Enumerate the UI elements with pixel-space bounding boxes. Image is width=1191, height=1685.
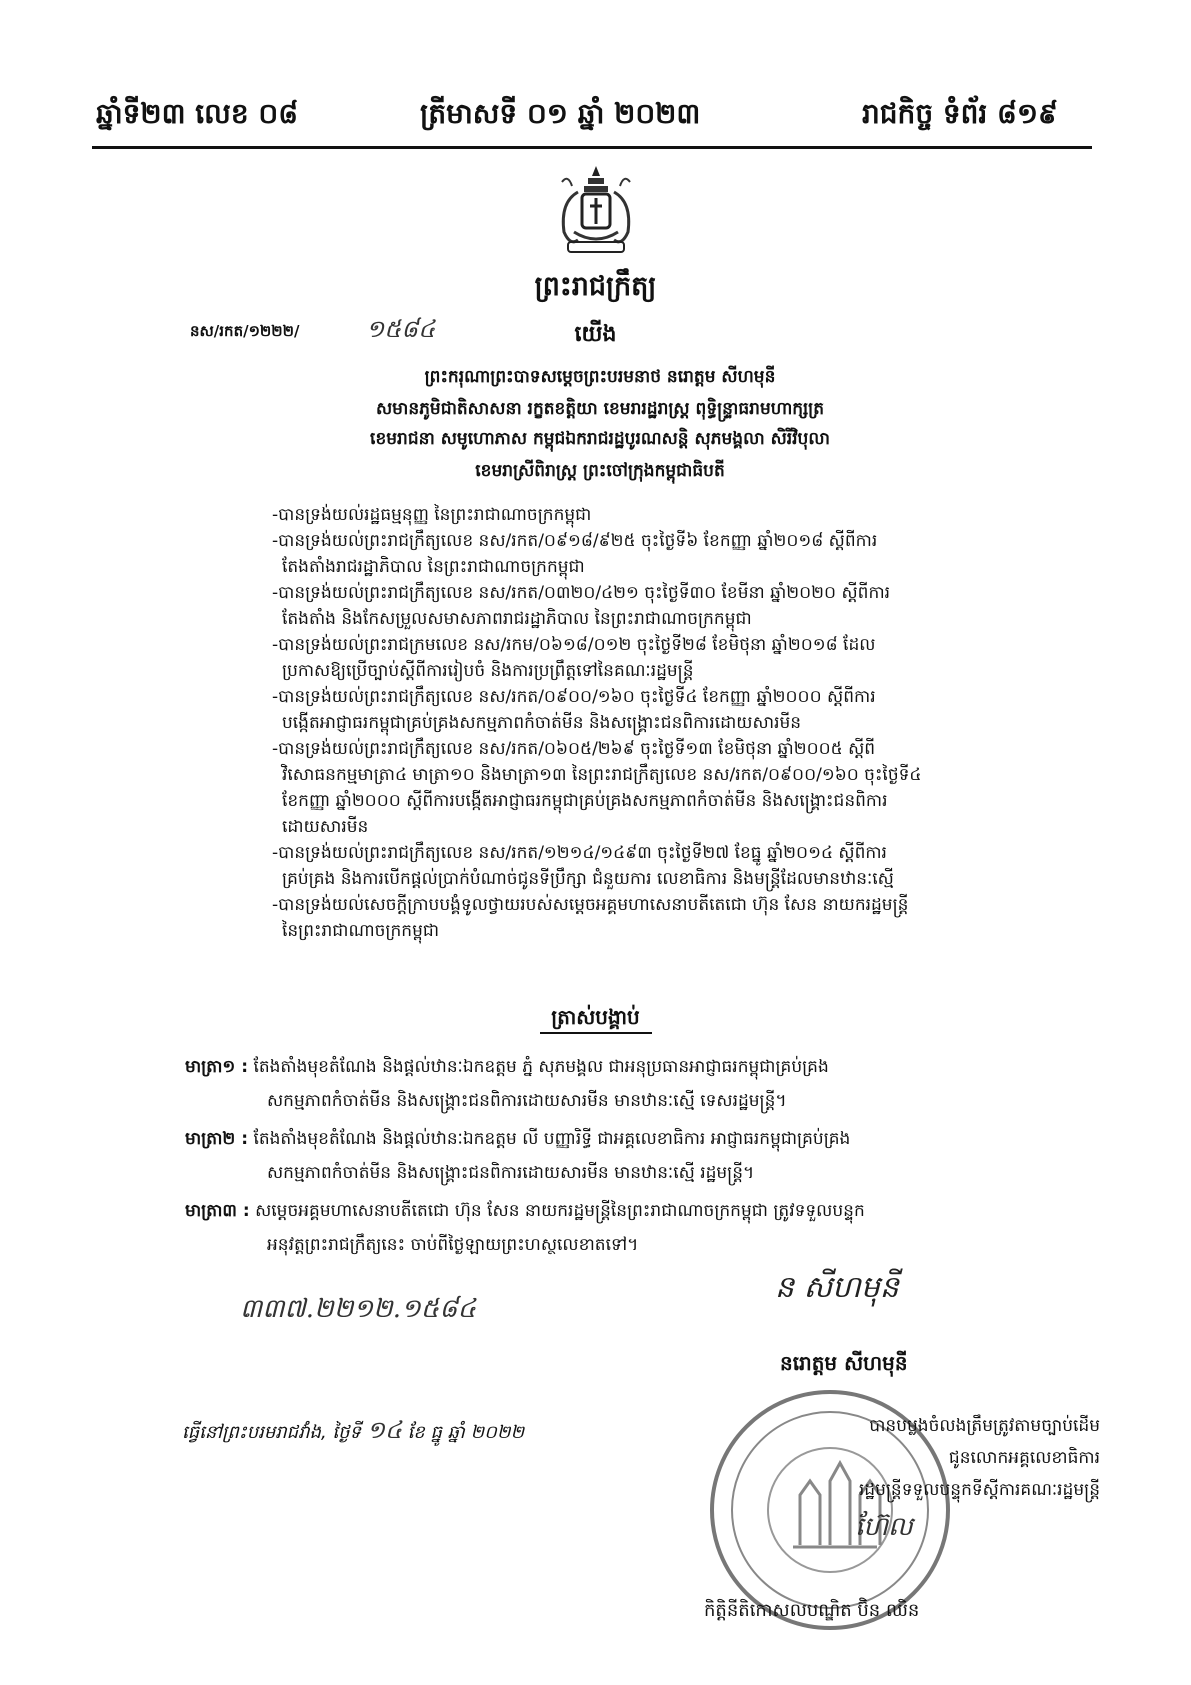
handwritten-registration-number: ៣៣៧.២២១២.១៥៨៤ [240,1294,476,1324]
place-day: ១៤ [366,1416,402,1444]
royal-title-line: សមានភូមិជាតិសាសនា រក្ខតខត្តិយា ខេមរារដ្ឋរាស្ត្រ ពុទ្ធិន្ទ្រាធរាមហាក្សត្រ [375,399,825,419]
certification-line: រដ្ឋមន្ត្រីទទួលបន្ទុកទីស្តីការគណៈរដ្ឋមន្ត្រី [858,1480,1100,1500]
certification-line: បានបម្លងចំលងត្រឹមត្រូវតាមច្បាប់ដើម [869,1416,1100,1436]
article-text: តែងតាំងមុខតំណែង និងផ្តល់ឋានៈឯកឧត្តម ភ្នំ សុភមង្គល ជាអនុប្រធានអាជ្ញាធរកម្ពុជាគ្រប់គ្រង [253,1057,829,1077]
consideration-line: -បានទ្រង់យល់ព្រះរាជក្រឹត្យលេខ នស/រកត/០៩០០/១៦០ ចុះថ្ងៃទី៤ ខែកញ្ញា ឆ្នាំ២០០០ ស្តីពីការ [272,687,876,707]
consideration-line: ខែកញ្ញា ឆ្នាំ២០០០ ស្តីពីការបង្កើតអាជ្ញាធរកម្ពុជាគ្រប់គ្រងសកម្មភាពកំចាត់មីន និងសង្គ្រោះជនពិការ [282,791,888,811]
consideration-line: -បានទ្រង់យល់រដ្ឋធម្មនុញ្ញ នៃព្រះរាជាណាចក្រកម្ពុជា [272,505,592,525]
reference-number: នស/រកត/១២២២/ [190,322,300,340]
consideration-line: គ្រប់គ្រង និងការបើកផ្តល់ប្រាក់បំណាច់ជូនទីប្រឹក្សា ជំនួយការ លេខាធិការ និងមន្ត្រីដែលមានឋានៈស្មើ [282,869,894,889]
king-signature: ន សីហមុនី [775,1270,899,1305]
we-heading: យើង [574,322,617,347]
royal-emblem-icon [548,162,644,262]
article-text: សកម្មភាពកំចាត់មីន និងសង្គ្រោះជនពិការដោយសារមីន មានឋានៈស្មើ រដ្ឋមន្ត្រី។ [267,1163,755,1183]
consideration-line: -បានទ្រង់យល់ព្រះរាជក្រឹត្យលេខ នស/រកត/០៦០៥/២៦៩ ចុះថ្ងៃទី១៣ ខែមិថុនា ឆ្នាំ២០០៥ ស្តីពី [272,739,876,759]
header-issue: ឆ្នាំទី២៣ លេខ ០៨ [96,97,299,130]
minister-signature: ហ៊ែល [855,1512,913,1542]
signer-name: នរោត្តម សីហមុនី [780,1351,908,1375]
consideration-line: តែងតាំងរាជរដ្ឋាភិបាល នៃព្រះរាជាណាចក្រកម្ពុជា [282,557,585,577]
considerations-list [272,502,1072,944]
consideration-line: -បានទ្រង់យល់ព្រះរាជក្រឹត្យលេខ នស/រកត/១២១៤/១៤៩៣ ចុះថ្ងៃទី២៧ ខែធ្នូ ឆ្នាំ២០១៤ ស្តីពីការ [272,843,887,863]
article [185,1194,1085,1262]
article-text: សកម្មភាពកំចាត់មីន និងសង្គ្រោះជនពិការដោយសារមីន មានឋានៈស្មើ ទេសរដ្ឋមន្ត្រី។ [267,1091,787,1111]
place-prefix: ធ្វើនៅព្រះបរមរាជវាំង, ថ្ងៃទី [182,1422,361,1443]
document-title: ព្រះរាជក្រឹត្យ [534,271,657,302]
consideration-line: -បានទ្រង់យល់ព្រះរាជក្រឹត្យលេខ នស/រកត/០៩១៨/៩២៥ ចុះថ្ងៃទី៦ ខែកញ្ញា ឆ្នាំ២០១៨ ស្តីពីការ [272,531,878,551]
royal-title-line: ខេមរាជនា សមូហោភាស កម្ពុជឯករាជរដ្ឋបូរណសន្តិ សុភមង្គលា សិរីវិបុលា [370,429,830,449]
consideration-line: -បានទ្រង់យល់ព្រះរាជក្រឹត្យលេខ នស/រកត/០៣២០/៤២១ ចុះថ្ងៃទី៣០ ខែមីនា ឆ្នាំ២០២០ ស្តីពីការ [272,583,891,603]
article-text: តែងតាំងមុខតំណែង និងផ្តល់ឋានៈឯកឧត្តម លី បញ្ញារិទ្ធី ជាអគ្គលេខាធិការ អាជ្ញាធរកម្ពុជាគ្រប់គ្រង [253,1129,851,1149]
article-text: អនុវត្តព្រះរាជក្រឹត្យនេះ ចាប់ពីថ្ងៃឡាយព្រះហស្ថលេខាតទៅ។ [267,1235,639,1255]
consideration-line: នៃព្រះរាជាណាចក្រកម្ពុជា [282,921,440,941]
consideration-line: ប្រកាសឱ្យប្រើច្បាប់ស្តីពីការរៀបចំ និងការប្រព្រឹត្តទៅនៃគណៈរដ្ឋមន្ត្រី [282,661,694,681]
header-quarter: ត្រីមាសទី ០១ ឆ្នាំ ២០២៣ [420,97,701,130]
article [185,1050,1085,1118]
consideration-line: តែងតាំង និងកែសម្រួលសមាសភាពរាជរដ្ឋាភិបាល នៃព្រះរាជាណាចក្រកម្ពុជា [282,609,752,629]
consideration-line: -បានទ្រង់យល់សេចក្តីក្រាបបង្គំទូលថ្វាយរបស់សម្តេចអគ្គមហាសេនាបតីតេជោ ហ៊ុន សែន នាយករដ្ឋមន្ត្រី [272,895,909,915]
header-divider [92,146,1092,149]
consideration-line: បង្កើតអាជ្ញាធរកម្ពុជាគ្រប់គ្រងសកម្មភាពកំចាត់មីន និងសង្គ្រោះជនពិការដោយសារមីន [282,713,802,733]
decide-heading: ត្រាស់បង្គាប់ [551,1005,640,1029]
consideration-line: វិសោធនកម្មមាត្រា៤ មាត្រា១០ និងមាត្រា១៣ នៃព្រះរាជក្រឹត្យលេខ នស/រកត/០៩០០/១៦០ ចុះថ្ងៃទី៤ [282,765,922,785]
royal-title-line: ខេមរាស្រីពិរាស្ត្រ ព្រះចៅក្រុងកម្ពុជាធិបតី [475,461,725,481]
place-date [182,1415,524,1450]
certification-line: ជូនលោកអគ្គលេខាធិការ [948,1448,1100,1468]
decide-underline [540,1032,652,1034]
article-label: មាត្រា២ : [185,1129,249,1149]
article [185,1122,1085,1190]
article-label: មាត្រា៣ : [185,1201,250,1221]
article-label: មាត្រា១ : [185,1057,249,1077]
article-text: សម្តេចអគ្គមហាសេនាបតីតេជោ ហ៊ុន សែន នាយករដ្ឋមន្ត្រីនៃព្រះរាជាណាចក្រកម្ពុជា ត្រូវទទួលបន្ទុក [255,1201,865,1221]
consideration-line: -បានទ្រង់យល់ព្រះរាជក្រមលេខ នស/រកម/០៦១៨/០១២ ចុះថ្ងៃទី២៨ ខែមិថុនា ឆ្នាំ២០១៨ ដែល [272,635,876,655]
royal-title-line: ព្រះករុណាព្រះបាទសម្តេចព្រះបរមនាថ នរោត្តម សីហមុនី [424,367,776,387]
minister-name: កិត្តិនីតិកោសលបណ្ឌិត ប៊ិន ឈិន [704,1600,920,1621]
place-suffix: ខែ ធ្នូ ឆ្នាំ ២០២២ [407,1422,525,1443]
reference-handwritten: ១៥៨៤ [366,315,436,343]
header-page: រាជកិច្ច ទំព័រ ៨១៩ [862,97,1058,130]
consideration-line: ដោយសារមីន [282,817,369,837]
